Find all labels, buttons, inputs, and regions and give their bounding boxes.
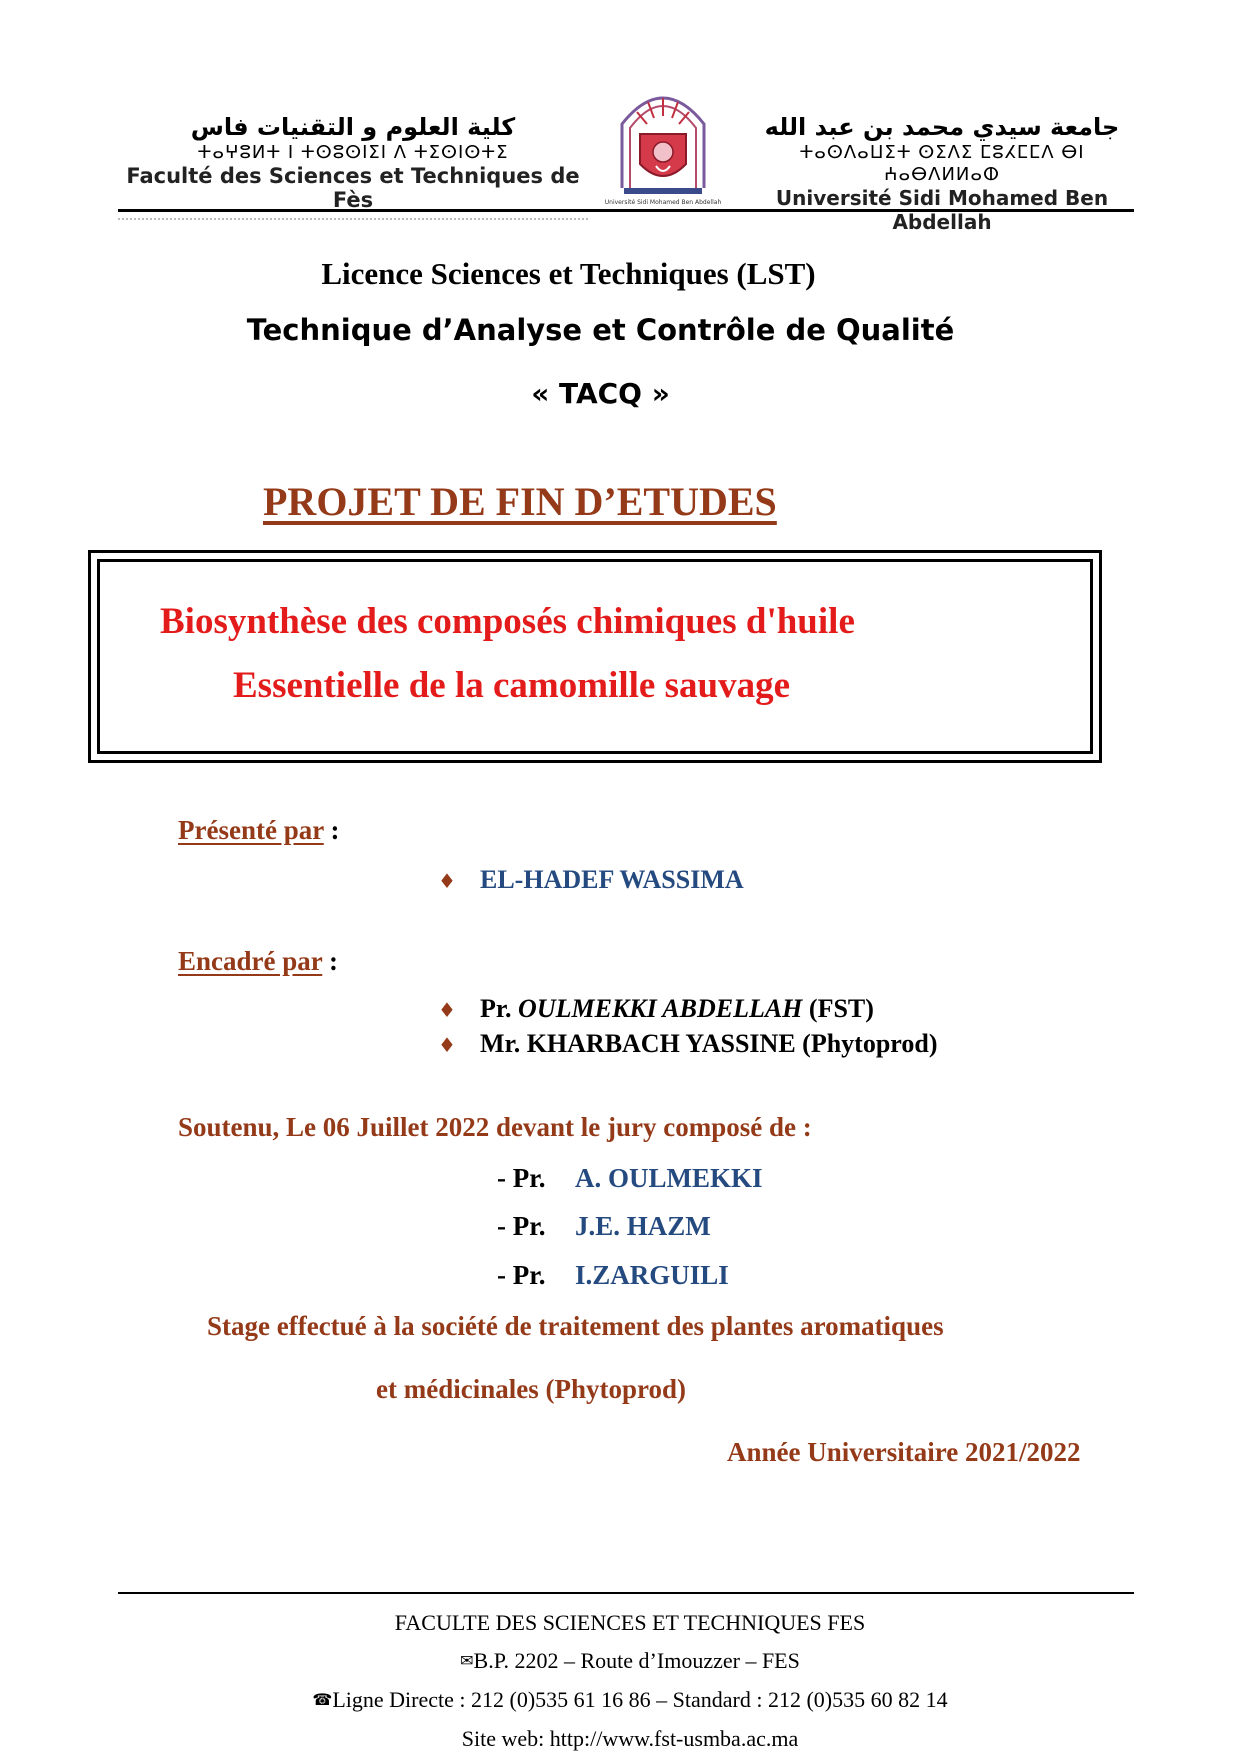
footer-address: ✉B.P. 2202 – Route d’Imouzzer – FES <box>460 1648 800 1673</box>
thesis-title-line-1: Biosynthèse des composés chimiques d'huile <box>160 601 855 642</box>
diamond-bullet-icon: ♦ <box>438 998 456 1022</box>
telephone-icon: ☎ <box>312 1690 333 1709</box>
university-name-arabic: جامعة سيدي محمد بن عبد الله <box>764 113 1120 141</box>
student-item <box>438 865 744 895</box>
faculty-name-tifinagh: ⵜⴰⵖⵓⵍⵜ ⵏ ⵜⵙⵓⵙⵏⵉⵏ ⴷ ⵜⵉⵙⵏⵙⵜⵉ <box>197 142 509 163</box>
presented-by-label: Présenté par : <box>178 815 340 845</box>
project-heading: PROJET DE FIN D’ETUDES <box>263 479 777 524</box>
university-name-tifinagh: ⵜⴰⵙⴷⴰⵡⵉⵜ ⵙⵉⴷⵉ ⵎⵓⵃⵎⵎⴷ ⴱⵏ ⵄⴰⴱⴷⵍⵍⴰⵀ <box>799 142 1085 185</box>
university-header <box>742 112 1142 234</box>
diamond-bullet-icon: ♦ <box>438 1033 456 1057</box>
supervised-by-label: Encadré par : <box>178 946 339 976</box>
diamond-bullet-icon: ♦ <box>438 869 456 893</box>
supervisor-item-2 <box>438 1029 937 1059</box>
thesis-title-line-2: Essentielle de la camomille sauvage <box>233 665 790 706</box>
header-divider <box>118 209 1134 212</box>
title-frame-inner <box>97 559 1093 754</box>
academic-year: Année Universitaire 2021/2022 <box>727 1437 1081 1467</box>
student-name: EL-HADEF WASSIMA <box>480 865 744 894</box>
track-abbreviation: « TACQ » <box>531 377 670 410</box>
footer-phone: ☎Ligne Directe : 212 (0)535 61 16 86 – Standard : 212 (0)535 60 82 14 <box>312 1687 948 1712</box>
supervisor-item-1: ♦ Pr. OULMEKKI ABDELLAH (FST) <box>438 994 874 1023</box>
supervisor-2-name: Mr. KHARBACH YASSINE (Phytoprod) <box>480 1029 938 1058</box>
university-logo <box>604 76 722 210</box>
degree-title: Licence Sciences et Techniques (LST) <box>321 256 816 291</box>
jury-member-3: - Pr. I.ZARGUILI <box>497 1260 729 1290</box>
jury-member-1: - Pr. A. OULMEKKI <box>497 1163 763 1193</box>
footer-institution: FACULTE DES SCIENCES ET TECHNIQUES FES <box>394 1610 866 1635</box>
track-title: Technique d’Analyse et Contrôle de Qualité <box>246 313 955 347</box>
faculty-header <box>118 112 588 224</box>
internship-line-1: Stage effectué à la société de traitement des plantes aromatiques <box>207 1311 944 1341</box>
supervisor-1-name: OULMEKKI ABDELLAH <box>518 994 803 1023</box>
footer-divider <box>118 1592 1134 1594</box>
faculty-name-french: Faculté des Sciences et Techniques de Fès <box>126 164 580 212</box>
svg-text:Université Sidi Mohamed Ben Ab: Université Sidi Mohamed Ben Abdellah <box>604 199 722 206</box>
header-dotted-rule <box>118 218 588 224</box>
footer-website: Site web: http://www.fst-usmba.ac.ma <box>461 1726 799 1751</box>
university-name-french: Université Sidi Mohamed Ben Abdellah <box>775 186 1109 234</box>
defense-statement: Soutenu, Le 06 Juillet 2022 devant le jury composé de : <box>178 1112 812 1142</box>
faculty-name-arabic: كلية العلوم و التقنيات فاس <box>190 113 516 141</box>
mailbox-icon: ✉ <box>460 1651 474 1670</box>
jury-member-2: - Pr. J.E. HAZM <box>497 1211 711 1241</box>
internship-line-2: et médicinales (Phytoprod) <box>376 1374 686 1404</box>
